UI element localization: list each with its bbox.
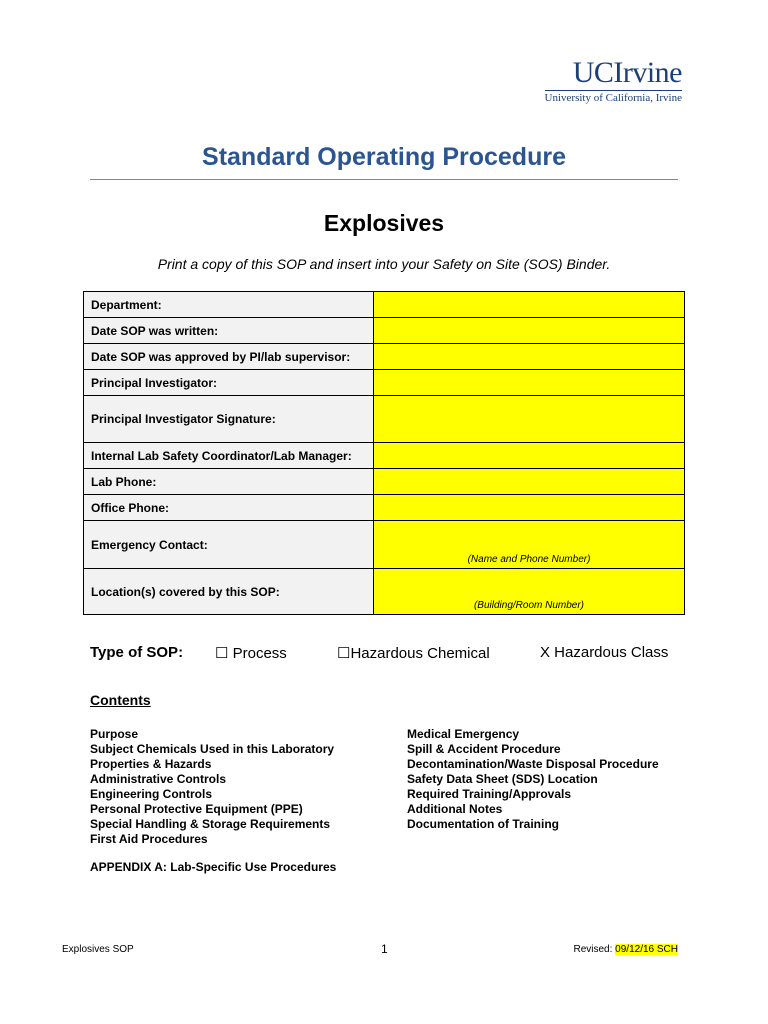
- row-label: Internal Lab Safety Coordinator/Lab Manager:: [84, 443, 374, 469]
- table-row: [84, 443, 685, 469]
- process-checkbox[interactable]: ☐ Process: [215, 645, 287, 662]
- row-label: Date SOP was written:: [84, 318, 374, 344]
- row-label: Principal Investigator Signature:: [84, 396, 374, 443]
- date-written-field[interactable]: [374, 318, 685, 344]
- row-label: Department:: [84, 292, 374, 318]
- pi-field[interactable]: [374, 370, 685, 396]
- table-row: [84, 344, 685, 370]
- date-approved-field[interactable]: [374, 344, 685, 370]
- contents-left-column: [90, 727, 334, 847]
- table-row: [84, 569, 685, 615]
- page-number: 1: [381, 942, 388, 956]
- hazardous-chemical-checkbox[interactable]: ☐Hazardous Chemical: [337, 645, 490, 662]
- table-row: [84, 469, 685, 495]
- pi-signature-field[interactable]: [374, 396, 685, 443]
- table-row: [84, 318, 685, 344]
- list-item: Engineering Controls: [90, 787, 213, 801]
- list-item: Purpose: [90, 727, 139, 741]
- row-label: Principal Investigator:: [84, 370, 374, 396]
- appendix-line: APPENDIX A: Lab-Specific Use Procedures: [90, 860, 337, 874]
- list-item: Documentation of Training: [407, 817, 559, 831]
- info-table: [83, 291, 685, 615]
- location-field[interactable]: (Building/Room Number): [374, 569, 685, 615]
- revised-label: Revised:: [573, 944, 613, 955]
- document-title: Standard Operating Procedure: [202, 143, 566, 171]
- row-label: Location(s) covered by this SOP:: [84, 569, 374, 615]
- hazardous-class-checkbox[interactable]: X Hazardous Class: [540, 644, 669, 661]
- logo-sub-text: University of California, Irvine: [544, 92, 682, 104]
- footer-doc-name: Explosives SOP: [62, 944, 134, 955]
- list-item: Special Handling & Storage Requirements: [90, 817, 331, 831]
- table-row: [84, 292, 685, 318]
- department-field[interactable]: [374, 292, 685, 318]
- revised-value: 09/12/16 SCH: [615, 944, 678, 955]
- table-row: [84, 521, 685, 569]
- instruction-text: Print a copy of this SOP and insert into your Safety on Site (SOS) Binder.: [157, 256, 611, 272]
- emergency-contact-field[interactable]: (Name and Phone Number): [374, 521, 685, 569]
- ucirvine-logo: [545, 58, 682, 104]
- row-label: Emergency Contact:: [84, 521, 374, 569]
- list-item: Subject Chemicals Used in this Laboratory: [90, 742, 335, 756]
- sop-type-label: Type of SOP:: [90, 644, 184, 661]
- contents-heading: Contents: [90, 692, 151, 708]
- row-label: Lab Phone:: [84, 469, 374, 495]
- list-item: First Aid Procedures: [90, 832, 208, 846]
- list-item: Medical Emergency: [407, 727, 520, 741]
- list-item: Additional Notes: [407, 802, 503, 816]
- row-label: Date SOP was approved by PI/lab supervisor:: [84, 344, 374, 370]
- list-item: Personal Protective Equipment (PPE): [90, 802, 303, 816]
- list-item: Required Training/Approvals: [407, 787, 572, 801]
- list-item: Safety Data Sheet (SDS) Location: [407, 772, 598, 786]
- row-label: Office Phone:: [84, 495, 374, 521]
- list-item: Decontamination/Waste Disposal Procedure: [407, 757, 659, 771]
- lab-phone-field[interactable]: [374, 469, 685, 495]
- lab-manager-field[interactable]: [374, 443, 685, 469]
- office-phone-field[interactable]: [374, 495, 685, 521]
- contents-right-column: [407, 727, 659, 832]
- list-item: Spill & Accident Procedure: [407, 742, 561, 756]
- title-divider: [90, 179, 678, 180]
- list-item: Administrative Controls: [90, 772, 227, 786]
- list-item: Properties & Hazards: [90, 757, 212, 771]
- table-row: [84, 495, 685, 521]
- table-row: [84, 396, 685, 443]
- table-row: [84, 370, 685, 396]
- logo-main-text: UCIrvine: [572, 56, 682, 89]
- footer-revised: [573, 944, 678, 955]
- sop-subject: Explosives: [323, 210, 445, 236]
